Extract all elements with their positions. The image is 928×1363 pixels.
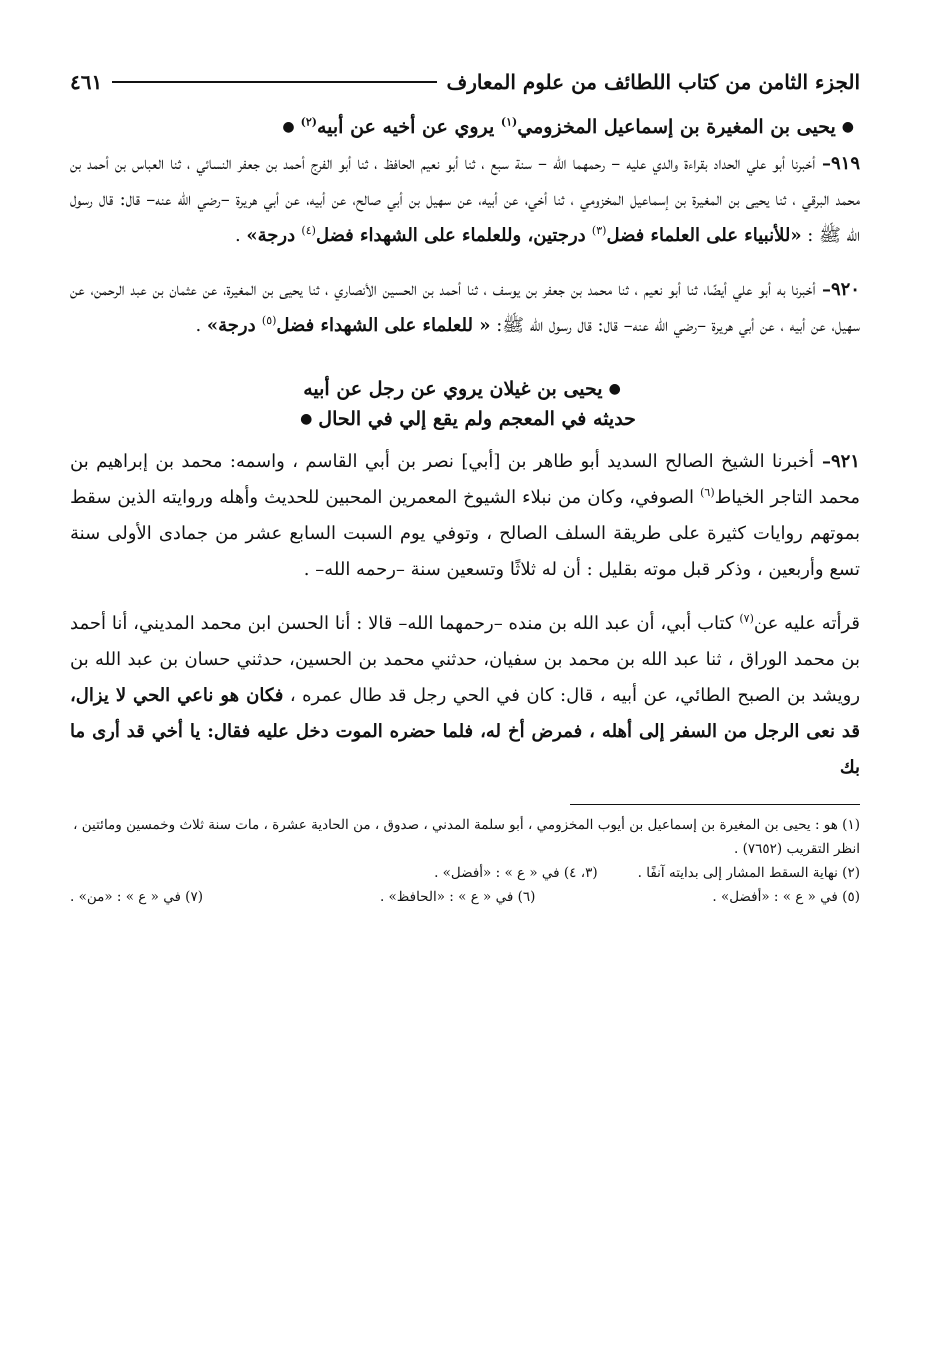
book-page <box>70 60 860 909</box>
heading-text: يحيى بن المغيرة بن إسماعيل المخزومي$^{(١)}$ يروي عن أخيه عن أبيه$^{(٢)}$ <box>300 115 836 138</box>
footnote-rule <box>570 804 860 805</box>
section-heading-yahya-ghaylan-line1: ● يحيى بن غيلان يروي عن رجل عن أبيه <box>303 378 621 400</box>
hadith-text: ٩٢٠– أخبرنا به أبو علي أيضًا، ثنا أبو نعيم ، ثنا محمد بن جعفر بن يوسف ، ثنا أحمد بن الحسين الأنصاري ، ثنا يحيى بن المغيرة، عن عثمان بن عبد الرحمن، عن سهيل، عن أبيه ، عن أبي هريرة –رضي الله عنه– قال: قال رسول الله ﷺ: « للعلماء على الشهداء فضل$^{(٥)}$ درجة» . <box>70 279 860 336</box>
hadith-number: ٩٢٠– <box>815 279 860 300</box>
hadith-text: ٩١٩– أخبرنا أبو علي الحداد بقراءة والدي عليه – رحمهما الله – سنة سبع ، ثنا أبو نعيم الحافظ ، ثنا أبو الفرج أحمد بن جعفر النسائي ، ثنا العباس بن أحمد بن محمد البرقي ، ثنا يحيى بن المغيرة بن إسماعيل المخزومي ، ثنا أخي، عن أبيه، عن سهيل بن أبي صالح، عن أبيه، عن أبي هريرة –رضي الله عنه– قال: قال رسول الله ﷺ : «للأنبياء على العلماء فضل$^{(٣)}$ درجتين، وللعلماء على الشهداء فضل$^{(٤)}$ درجة» . <box>70 153 860 246</box>
footnotes <box>70 813 860 909</box>
header-title: الجزء الثامن من كتاب اللطائف من علوم المعارف <box>446 70 860 94</box>
footnote-6: (٦) في « ع » : «الحافظ» . <box>379 889 536 905</box>
hadith-921 <box>70 444 860 588</box>
footnote-2: (٢) نهاية السقط المشار إلى بدايته آنفًا . <box>637 865 860 881</box>
bullet-icon: ● <box>608 381 621 397</box>
footnote-1: (١) هو : يحيى بن المغيرة بن إسماعيل بن أيوب المخزومي ، أبو سلمة المدني ، صدوق ، من الحادية عشرة ، مات سنة ثلاث وخمسين ومائتين ، انظر التقريب (٧٦٥٢) . <box>73 817 860 857</box>
bullet-icon: ● <box>841 119 854 135</box>
hadith-text: ٩٢١– أخبرنا الشيخ الصالح السديد أبو طاهر بن [أبي] نصر بن أبي القاسم ، واسمه: محمد بن إبراهيم بن محمد التاجر الخياط$^{(٦)}$ الصوفي، وكان من نبلاء الشيوخ المعمرين المحبين للحديث وأهله وروايته الذين سقط بموتهم روايات كثيرة على طريقة السلف الصالح ، وتوفي يوم السبت السابع عشر من جمادى الأولى سنة تسع وأربعين ، وذكر قبل موته بقليل : أن له ثلاثًا وتسعين سنة –رحمه الله– . <box>70 451 860 580</box>
section-heading-yahya-mughira <box>70 116 860 138</box>
page-number: ٤٦١ <box>70 70 103 94</box>
hadith-text: قرأته عليه عن$^{(٧)}$ كتاب أبي، أن عبد الله بن منده –رحمهما الله– قالا : أنا الحسن ابن محمد المديني، أنا أحمد بن محمد الوراق ، ثنا عبد الله بن محمد بن سفيان، حدثني محمد بن الحسين، حدثني حسان بن عبد الله بن رويشد بن الصبح الطائي، عن أبيه ، قال: كان في الحي رجل قد طال عمره ، فكان هو ناعي الحي لا يزال، قد نعى الرجل من السفر إلى أهله ، فمرض أخ له، فلما حضره الموت دخل عليه فقال: يا أخي قد أرى ما بك <box>70 612 861 778</box>
header-rule <box>112 81 436 83</box>
hadith-920 <box>70 272 860 344</box>
hadith-number: ٩٢١– <box>814 451 860 472</box>
footnote-row <box>70 885 860 909</box>
hadith-919 <box>70 146 860 254</box>
spacer <box>70 362 860 372</box>
footnote-5: (٥) في « ع » : «أفضل» . <box>712 889 860 905</box>
bullet-icon: ● <box>300 411 313 427</box>
footnote-row <box>70 861 860 885</box>
section-heading-yahya-ghaylan-line2: حديثه في المعجم ولم يقع إلي في الحال ● <box>300 408 636 430</box>
footnote-3-4: (٣، ٤) في « ع » : «أفضل» . <box>434 865 598 881</box>
running-header <box>70 60 860 104</box>
bullet-icon: ● <box>282 119 295 135</box>
hadith-921-continued <box>70 606 860 786</box>
footnote-7: (٧) في « ع » : «من» . <box>70 889 203 905</box>
hadith-number: ٩١٩– <box>815 153 860 174</box>
